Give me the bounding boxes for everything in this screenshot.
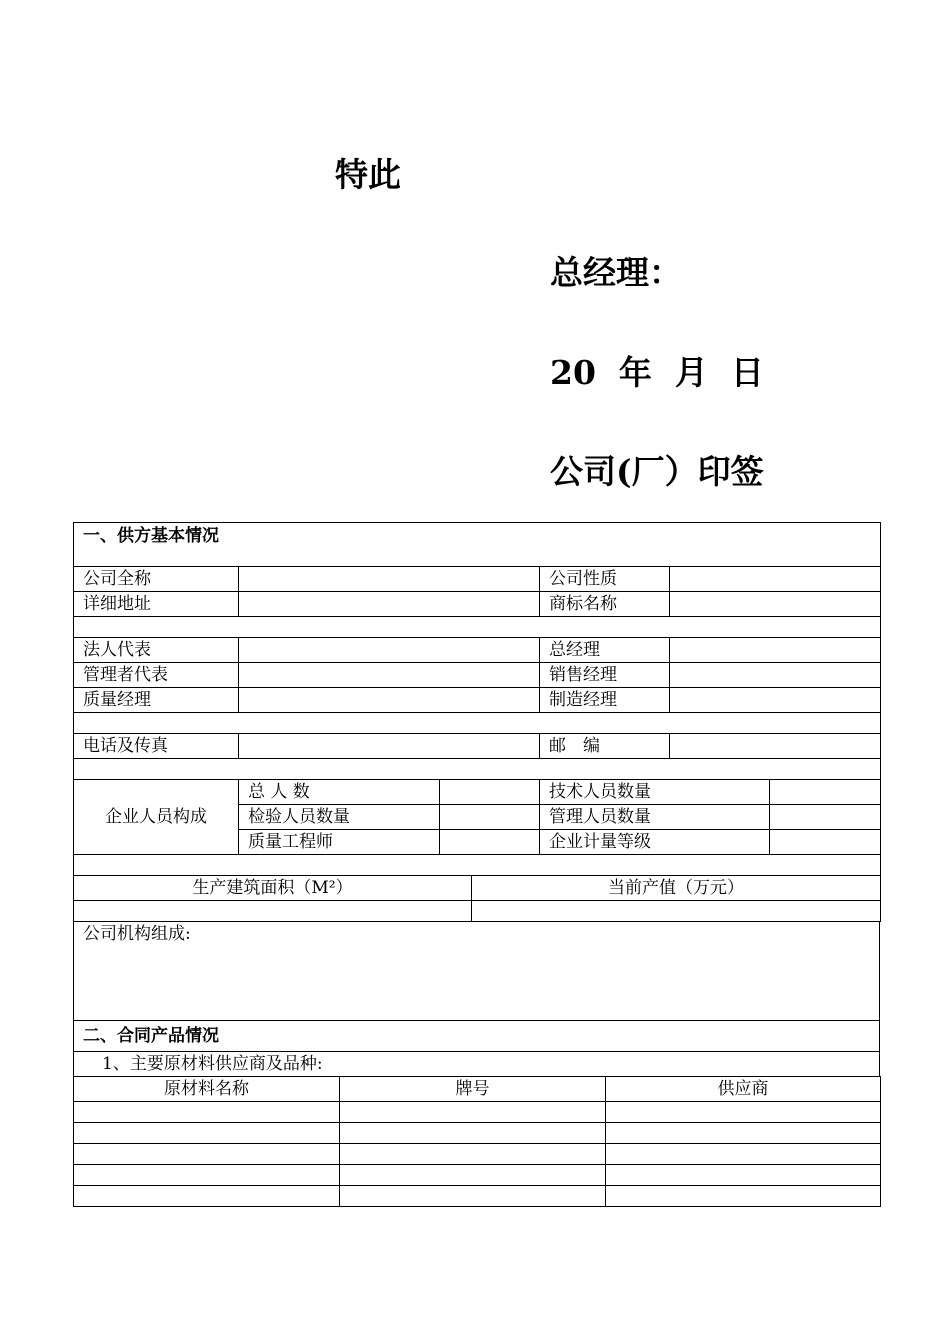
spacer-row <box>74 759 881 780</box>
date-year-label: 年 <box>618 353 652 392</box>
section1-title: 一、供方基本情况 <box>74 523 881 567</box>
spacer-row <box>74 713 881 734</box>
label-general-manager: 总经理 <box>540 638 670 663</box>
field-material-name[interactable] <box>74 1102 340 1123</box>
table-row <box>74 1102 881 1123</box>
label-inspection-staff: 检验人员数量 <box>239 805 440 830</box>
label-total-staff: 总 人 数 <box>239 780 440 805</box>
field-supplier[interactable] <box>606 1186 881 1207</box>
field-building-area[interactable] <box>74 901 472 922</box>
field-general-manager[interactable] <box>670 638 881 663</box>
field-sales-manager[interactable] <box>670 663 881 688</box>
spacer-row <box>74 855 881 876</box>
area-output-table <box>73 875 881 922</box>
header-company-seal: 公司(厂）印签 <box>550 452 764 491</box>
label-quality-engineer: 质量工程师 <box>239 830 440 855</box>
label-staff-composition: 企业人员构成 <box>74 780 239 855</box>
header-text-special: 特此 <box>335 155 401 194</box>
section2-sub1: 1、主要原材料供应商及品种: <box>74 1052 880 1077</box>
field-inspection-staff[interactable] <box>440 805 540 830</box>
field-supplier[interactable] <box>606 1165 881 1186</box>
label-sales-manager: 销售经理 <box>540 663 670 688</box>
field-legal-rep[interactable] <box>239 638 540 663</box>
date-month-label: 月 <box>674 353 708 392</box>
spacer-row <box>74 617 881 638</box>
label-phone-fax: 电话及传真 <box>74 734 239 759</box>
field-material-name[interactable] <box>74 1144 340 1165</box>
label-tech-staff: 技术人员数量 <box>540 780 770 805</box>
field-grade[interactable] <box>340 1102 606 1123</box>
field-company-nature[interactable] <box>670 567 881 592</box>
field-supplier[interactable] <box>606 1123 881 1144</box>
label-address: 详细地址 <box>74 592 239 617</box>
staff-composition-table <box>73 779 881 876</box>
field-company-name[interactable] <box>239 567 540 592</box>
field-quality-engineer[interactable] <box>440 830 540 855</box>
field-management-staff[interactable] <box>770 805 881 830</box>
label-mfg-manager: 制造经理 <box>540 688 670 713</box>
date-day-label: 日 <box>730 353 764 392</box>
col-header-material-name: 原材料名称 <box>74 1077 340 1102</box>
label-metrology-level: 企业计量等级 <box>540 830 770 855</box>
field-phone-fax[interactable] <box>239 734 540 759</box>
label-building-area: 生产建筑面积（M²） <box>74 876 472 901</box>
supplier-form <box>73 522 880 1207</box>
field-postcode[interactable] <box>670 734 881 759</box>
table-row <box>74 1186 881 1207</box>
raw-material-table <box>73 1076 881 1207</box>
col-header-grade: 牌号 <box>340 1077 606 1102</box>
header-general-manager: 总经理： <box>550 253 682 292</box>
field-org-structure[interactable] <box>74 922 880 1021</box>
field-total-staff[interactable] <box>440 780 540 805</box>
label-company-nature: 公司性质 <box>540 567 670 592</box>
field-tech-staff[interactable] <box>770 780 881 805</box>
field-grade[interactable] <box>340 1186 606 1207</box>
field-output-value[interactable] <box>472 901 881 922</box>
field-supplier[interactable] <box>606 1102 881 1123</box>
org-structure-table <box>73 921 880 1077</box>
field-grade[interactable] <box>340 1123 606 1144</box>
field-address[interactable] <box>239 592 540 617</box>
section2-title: 二、合同产品情况 <box>74 1021 880 1052</box>
field-brand-name[interactable] <box>670 592 881 617</box>
label-mgmt-rep: 管理者代表 <box>74 663 239 688</box>
field-metrology-level[interactable] <box>770 830 881 855</box>
field-supplier[interactable] <box>606 1144 881 1165</box>
label-brand-name: 商标名称 <box>540 592 670 617</box>
field-mgmt-rep[interactable] <box>239 663 540 688</box>
field-material-name[interactable] <box>74 1123 340 1144</box>
field-grade[interactable] <box>340 1144 606 1165</box>
label-postcode: 邮 编 <box>540 734 670 759</box>
field-quality-manager[interactable] <box>239 688 540 713</box>
label-quality-manager: 质量经理 <box>74 688 239 713</box>
table-row <box>74 1165 881 1186</box>
field-material-name[interactable] <box>74 1186 340 1207</box>
supplier-basic-info-table <box>73 522 881 780</box>
table-row <box>74 1144 881 1165</box>
field-mfg-manager[interactable] <box>670 688 881 713</box>
table-row <box>74 1123 881 1144</box>
label-org-structure: 公司机构组成: <box>83 924 191 944</box>
date-year-number: 20 <box>550 353 596 392</box>
field-grade[interactable] <box>340 1165 606 1186</box>
field-material-name[interactable] <box>74 1165 340 1186</box>
col-header-supplier: 供应商 <box>606 1077 881 1102</box>
header-date <box>550 353 764 392</box>
label-output-value: 当前产值（万元） <box>472 876 881 901</box>
label-management-staff: 管理人员数量 <box>540 805 770 830</box>
label-company-name: 公司全称 <box>74 567 239 592</box>
label-legal-rep: 法人代表 <box>74 638 239 663</box>
